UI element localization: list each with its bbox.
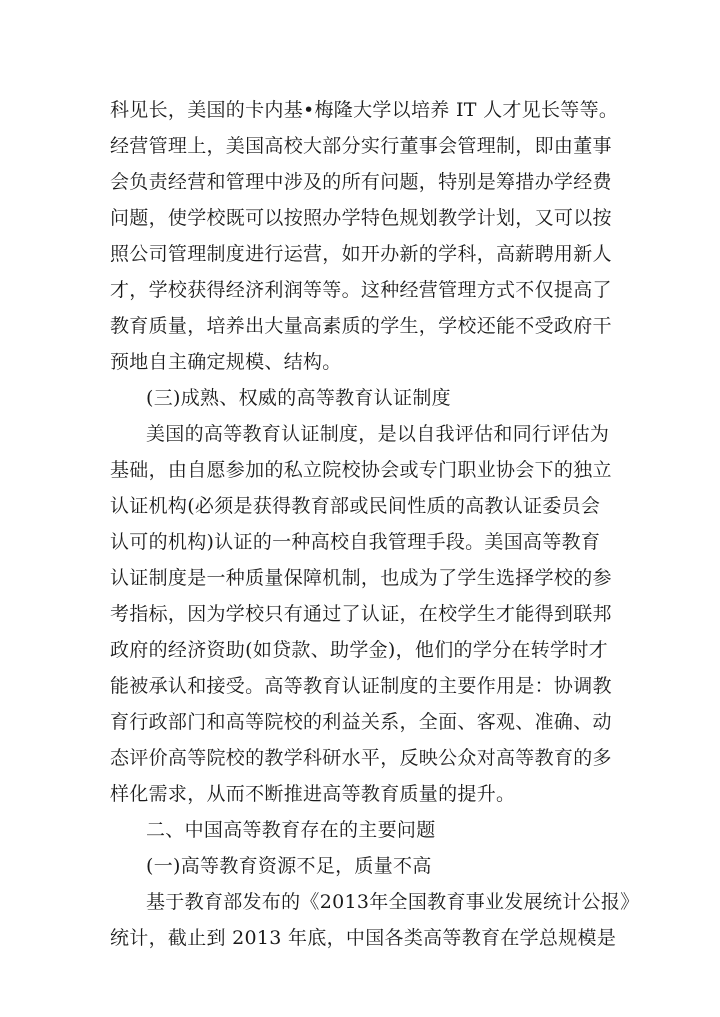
text-line: 照公司管理制度进行运营，如开办新的学科，高薪聘用新人 (110, 243, 612, 265)
text-line: 会负责经营和管理中涉及的所有问题，特别是筹措办学经费 (110, 171, 612, 193)
section-heading: (三)成熟、权威的高等教育认证制度 (146, 387, 451, 409)
text-line: 教育质量，培养出大量高素质的学生，学校还能不受政府干 (110, 315, 612, 337)
section-heading: 二、中国高等教育存在的主要问题 (146, 819, 436, 841)
text-line: 能被承认和接受。高等教育认证制度的主要作用是：协调教 (110, 675, 612, 697)
text-line: 才，学校获得经济利润等等。这种经营管理方式不仅提高了 (110, 279, 612, 301)
text-line: 问题，使学校既可以按照办学特色规划教学计划，又可以按 (110, 207, 612, 229)
text-line: 认可的机构)认证的一种高校自我管理手段。美国高等教育 (110, 531, 601, 553)
text-line: 经营管理上，美国高校大部分实行董事会管理制，即由董事 (110, 135, 612, 157)
text-line: 育行政部门和高等院校的利益关系，全面、客观、准确、动 (110, 711, 612, 733)
text-line: 基础，由自愿参加的私立院校协会或专门职业协会下的独立 (110, 459, 612, 481)
text-line: 考指标，因为学校只有通过了认证，在校学生才能得到联邦 (110, 603, 612, 625)
text-line: 样化需求，从而不断推进高等教育质量的提升。 (110, 783, 516, 805)
text-line: 科见长，美国的卡内基•梅隆大学以培养 IT 人才见长等等。 (110, 99, 619, 121)
text-line: 认证制度是一种质量保障机制，也成为了学生选择学校的参 (110, 567, 612, 589)
text-line: 态评价高等院校的教学科研水平，反映公众对高等教育的多 (110, 747, 612, 769)
text-line: 美国的高等教育认证制度，是以自我评估和同行评估为 (146, 423, 610, 445)
text-line: 认证机构(必须是获得教育部或民间性质的高教认证委员会 (110, 495, 601, 517)
text-line: 预地自主确定规模、结构。 (110, 351, 342, 373)
text-line: 基于教育部发布的《2013年全国教育事业发展统计公报》 (146, 891, 640, 913)
text-line: 统计，截止到 2013 年底，中国各类高等教育在学总规模是 (110, 927, 617, 949)
text-line: 政府的经济资助(如贷款、助学金)，他们的学分在转学时才 (110, 639, 608, 661)
subsection-heading: (一)高等教育资源不足，质量不高 (146, 855, 432, 877)
